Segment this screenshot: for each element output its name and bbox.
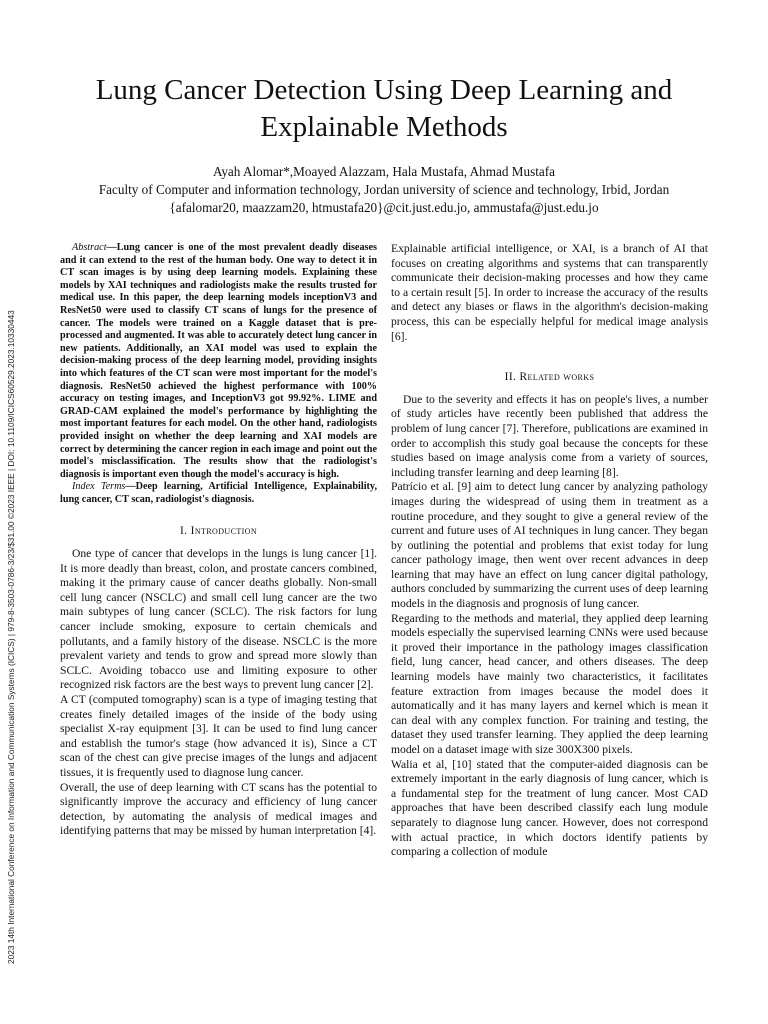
doi-side-note — [6, 204, 20, 964]
index-terms-paragraph — [60, 481, 377, 506]
intro-paragraph-3: Overall, the use of deep learning with CT scans has the potential to significantly improve the accuracy and efficiency of lung cancer detection, by automating the analysis of medical images and identifying patterns that may be missed by human interpretation [4]. — [60, 780, 377, 838]
related-paragraph-2: Patrício et al. [9] aim to detect lung cancer by analyzing pathology images during the widespread of using them in treatment as a routine procedure, and they sought to give a general review of the current and future uses of AI techniques in lung cancer. They began by outlining the potential and problems that exist today for lung cancer pathology image, then went over recent advances in deep learning that may have an effect on lung cancer digital pathology, authors concluded by summarizing the current uses of deep learning models in the diagnosis and prognosis of lung cancer. — [391, 480, 708, 611]
related-paragraph-1: Due to the severity and effects it has on people's lives, a number of study articles have recently been published that address the problem of lung cancer [7]. Therefore, publications are examined in order to accomplish this study goal because the concepts for these studies based on image analysis come from a variety of sources, including transfer learning and deep learning [8]. — [391, 392, 708, 479]
left-column — [60, 242, 377, 839]
xai-paragraph: Explainable artificial intelligence, or XAI, is a branch of AI that focuses on creating algorithms and systems that can transparently communicate their decision-making processes and how they came to a certain result [5]. In order to increase the accuracy of the results and detect any biases or flaws in the algorithm's decision-making process, this can be especially helpful for medical image analysis [6]. — [391, 242, 708, 343]
author-block — [40, 163, 728, 217]
author-affiliation: Faculty of Computer and information technology, Jordan university of science and technology, Irbid, Jordan — [98, 182, 670, 197]
intro-paragraph-2: A CT (computed tomography) scan is a type of imaging testing that creates finely detailed images of the inside of the body using specialist X-ray equipment [3]. It can be used to find lung cancer and establish the tumor's stage (how advanced it is), Since a CT scan of the chest can give precise images of the lungs and adjacent tissues, it is frequently used to diagnose lung cancer. — [60, 693, 377, 779]
index-terms-lead: Index Terms — [72, 481, 126, 493]
abstract-paragraph — [60, 242, 377, 481]
index-terms-text: —Deep learning, Artificial Intelligence, Explainability, lung cancer, CT scan, radiologist's diagnosis. — [60, 481, 377, 505]
intro-paragraph-1: One type of cancer that develops in the lungs is lung cancer [1]. It is more deadly than breast, colon, and prostate cancers combined, making it the primary cause of cancer deaths globally. Non-small cell lung cancer (NSCLC) and small cell lung cancer are the two main subtypes of lung cancer (SCLC). The risk factors for lung cancer include smoking, exposure to certain chemicals and pollutants, and a family history of the disease. NSCLC is the more prevalent variety and tends to grow and spread more slowly than SCLC. Avoiding tobacco use and limiting exposure to other recognized risk factors are the best ways to prevent lung cancer [2]. — [60, 547, 377, 692]
related-paragraph-3: Regarding to the methods and material, they applied deep learning models especially the supervised learning CNNs were used because it proved their importance in the pathology images classification field, lung cancer, head cancer, and others diseases. The deep learning models have mainly two characteristics, it facilitates feature extraction from images because the model does it automatically and it has many layers and kernel which is mean it can deal with any complex function. For training and testing, the dataset they used transfer learning. They applied the deep learning model on a dataset image with size 300X300 pixels. — [391, 611, 708, 756]
abstract-lead: Abstract — [72, 242, 107, 253]
paper-title: Lung Cancer Detection Using Deep Learning and Explainable Methods — [95, 74, 673, 143]
section-heading-introduction: I. Introduction — [179, 525, 258, 538]
section-heading-related-works: II. Related works — [504, 371, 595, 384]
author-emails: {afalomar20, maazzam20, htmustafa20}@cit.just.edu.jo, ammustafa@just.edu.jo — [169, 200, 599, 215]
doi-side-note-text: 2023 14th International Conference on Information and Communication Systems (ICICS) | 979-8-3503-0786-3/23/$31.00 ©2023 IEEE | DOI: 10.1109/ICICS60529.2023.10330443 — [6, 310, 16, 964]
abstract — [60, 242, 377, 506]
author-names: Ayah Alomar*,Moayed Alazzam, Hala Mustafa, Ahmad Mustafa — [213, 164, 555, 179]
abstract-text: —Lung cancer is one of the most prevalent deadly diseases and it can extend to the rest of the human body. One way to detect it in CT scan images is by using deep learning models. Explaining these models by XAI techniques and radiologists make the results trusted for medical use. In this paper, the deep learning models inceptionV3 and ResNet50 were used to classify CT scans of lungs for the presence of cancer. The models were trained on a Kaggle dataset that is pre-processed and augmented. It was able to accurately detect lung cancer in new patients. Additionally, an XAI model was used to explain the decision-making process of the deep learning model, providing insights into which features of the CT scan were most important for the model's diagnosis. ResNet50 achieved the highest performance with 100% accuracy on testing images, and InceptionV3 got 99.92%. LIME and GRAD-CAM explained the model's performance by highlighting the most important features for each model. On the other hand, radiologists provided insight on whether the deep learning and XAI models are correct by determining the cancer region in each image and point out the model's misclassification. The results show that the radiologist's diagnosis is important even though the model's accuracy is high. — [60, 242, 377, 480]
right-column — [391, 242, 708, 860]
related-paragraph-4: Walia et al, [10] stated that the computer-aided diagnosis can be extremely important in the early diagnosis of lung cancer, which is a fundamental step for the treatment of lung cancer. Most CAD approaches that have been described classify each lung module separately to diagnose lung cancer. However, does not correspond with actual practice, in which doctors identify patients by comparing a collection of module — [391, 757, 708, 859]
